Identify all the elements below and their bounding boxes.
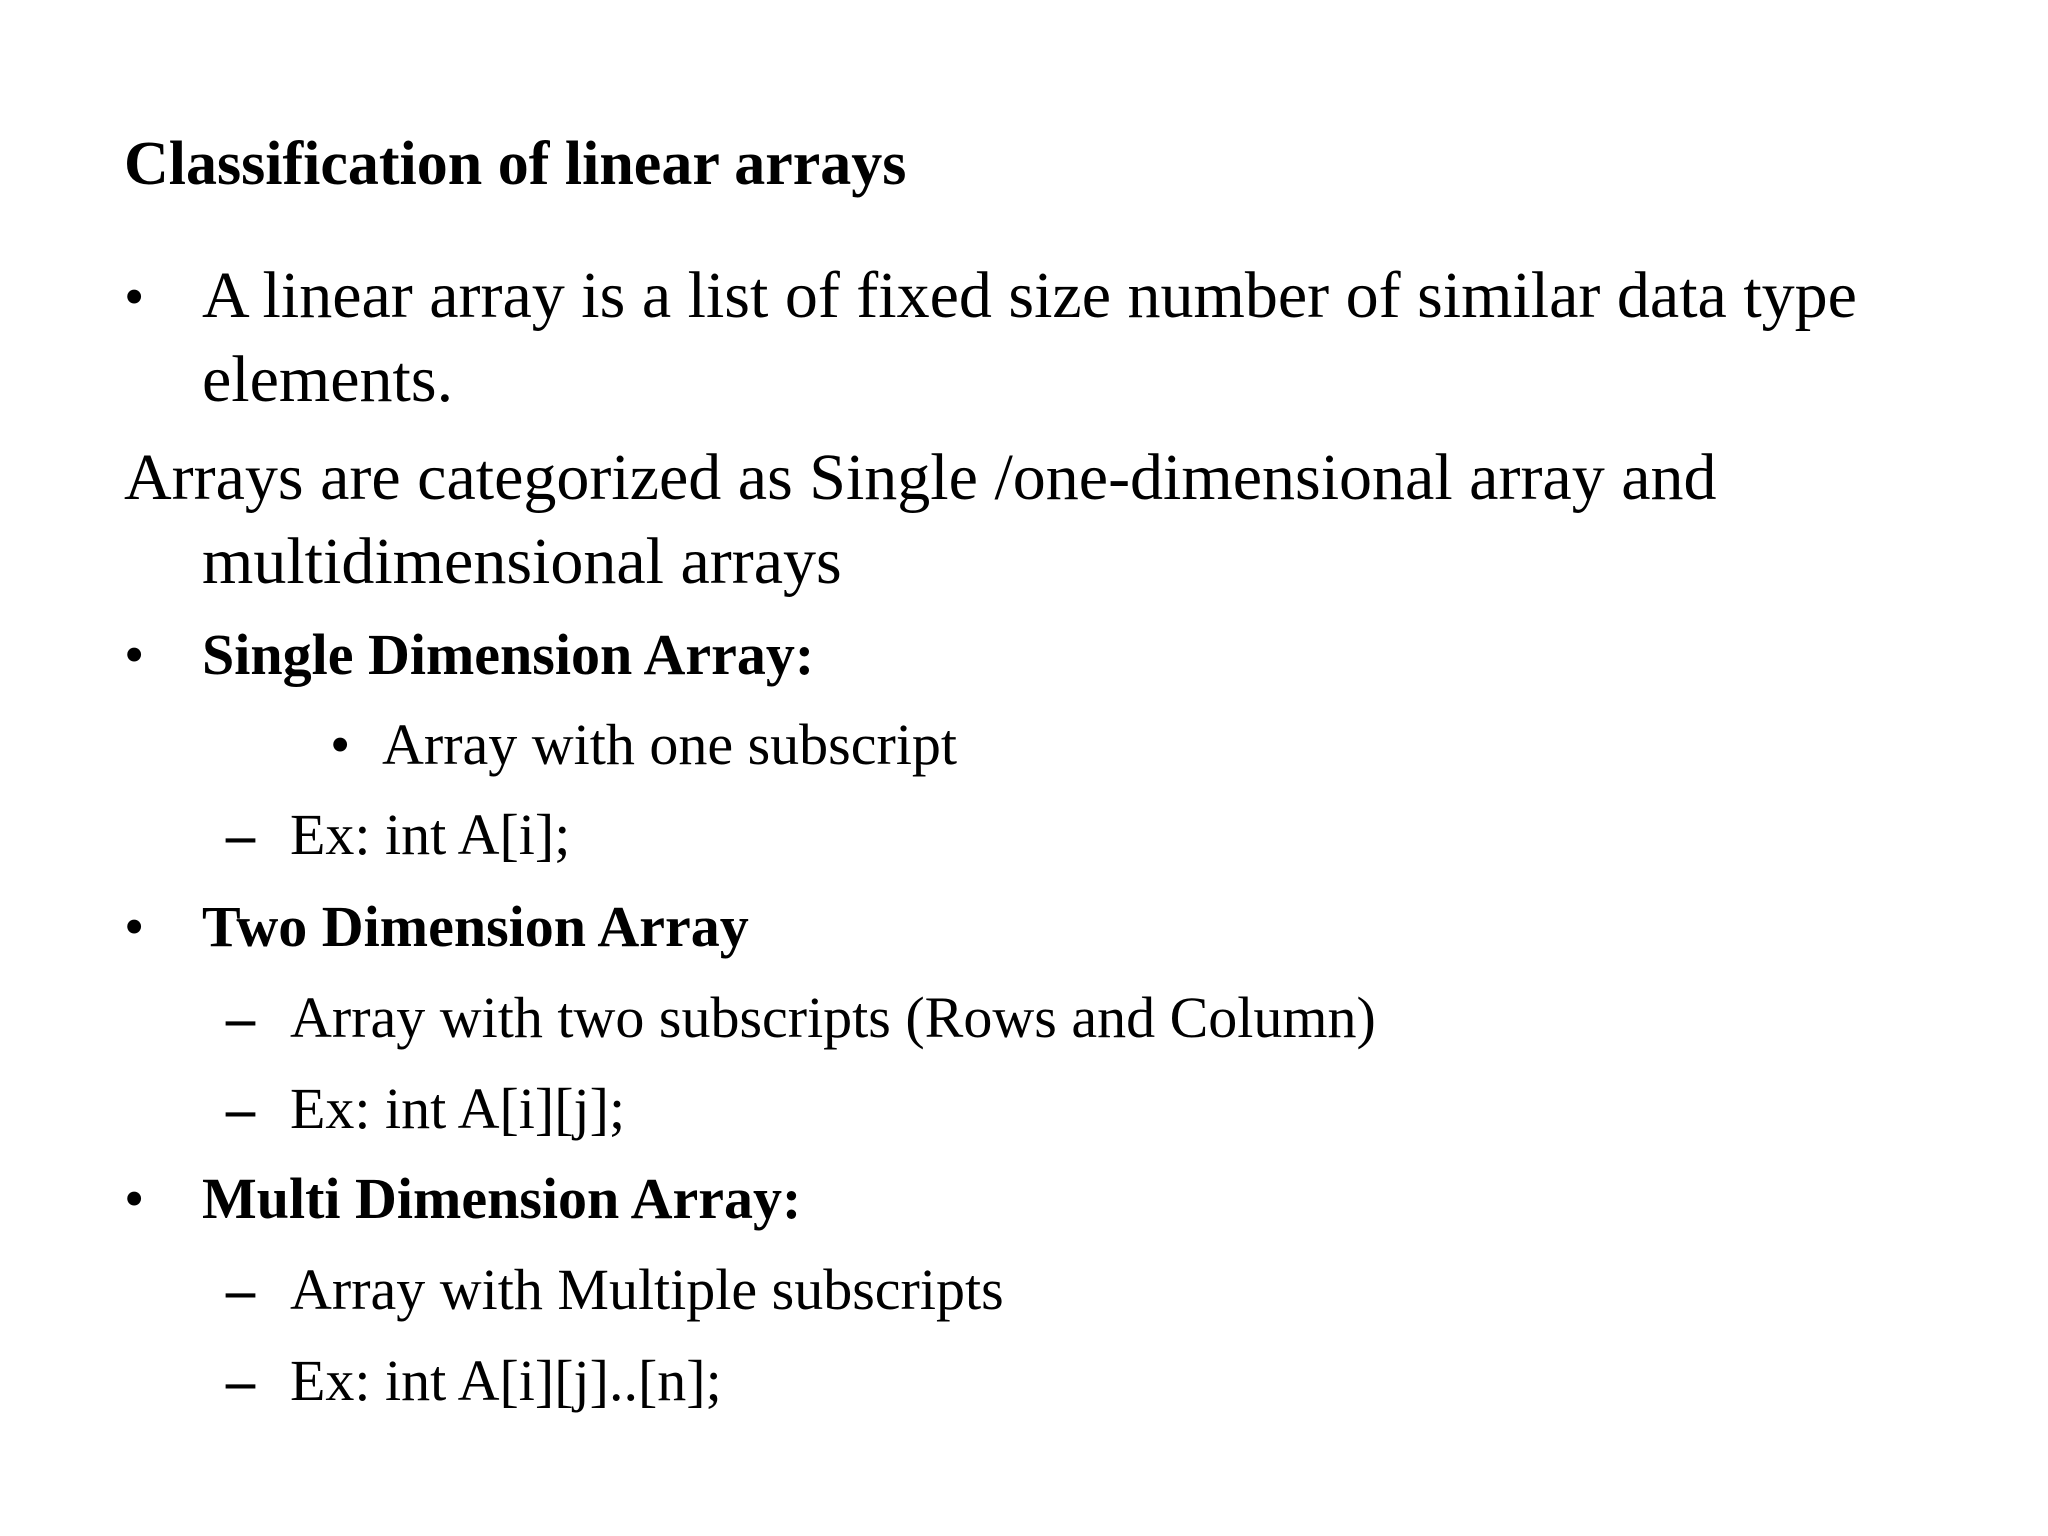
dash-icon: – xyxy=(226,802,255,867)
categorized-line-2: multidimensional arrays xyxy=(202,525,842,598)
dash-icon: – xyxy=(226,1348,255,1413)
multi-dimension-example: Ex: int A[i][j]..[n]; xyxy=(290,1348,722,1413)
categorized-line-1: Arrays are categorized as Single /one-dimensional array and xyxy=(124,441,1717,514)
single-dimension-example: Ex: int A[i]; xyxy=(290,802,571,867)
bullet-icon: • xyxy=(124,894,145,959)
two-dimension-heading: Two Dimension Array xyxy=(202,894,749,959)
dash-icon: – xyxy=(226,1076,255,1141)
single-dimension-heading: Single Dimension Array: xyxy=(202,622,815,687)
bullet-icon: • xyxy=(124,622,145,687)
bullet-icon: • xyxy=(124,264,145,329)
two-dimension-description: Array with two subscripts (Rows and Column) xyxy=(290,985,1376,1050)
slide-title: Classification of linear arrays xyxy=(124,130,907,198)
dash-icon: – xyxy=(226,1257,255,1322)
single-dimension-sub-bullet: Array with one subscript xyxy=(382,712,958,777)
sub-bullet-icon: • xyxy=(330,712,351,777)
multi-dimension-heading: Multi Dimension Array: xyxy=(202,1166,802,1231)
bullet-icon: • xyxy=(124,1166,145,1231)
intro-line-1: A linear array is a list of fixed size number of similar data type xyxy=(202,259,1857,332)
intro-line-2: elements. xyxy=(202,343,454,416)
multi-dimension-description: Array with Multiple subscripts xyxy=(290,1257,1004,1322)
two-dimension-example: Ex: int A[i][j]; xyxy=(290,1076,626,1141)
dash-icon: – xyxy=(226,985,255,1050)
